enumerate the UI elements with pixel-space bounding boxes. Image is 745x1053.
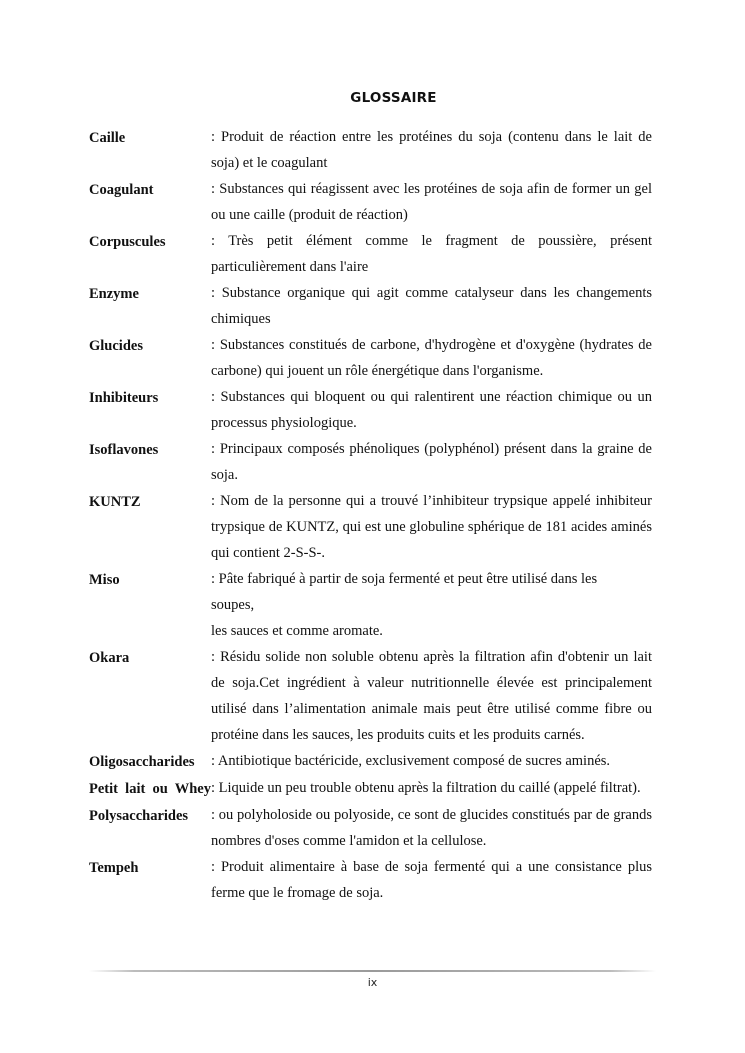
glossary-definition-line: : Pâte fabriqué à partir de soja fermenté et peut être utilisé dans les [211, 571, 598, 587]
glossary-term: KUNTZ [89, 494, 141, 510]
glossary-entry-kuntz [89, 488, 652, 566]
glossary-entry-oligosaccharides [89, 748, 652, 775]
glossary-entry-petit-lait [89, 775, 652, 802]
glossary-entry-tempeh [89, 854, 652, 906]
glossary-entry-enzyme [89, 280, 652, 332]
glossary-list [89, 124, 652, 906]
glossary-term: Okara [89, 650, 130, 666]
glossary-definition-line: les sauces et comme aromate. [211, 623, 383, 639]
glossary-entry-miso [89, 566, 652, 644]
glossary-definition-line: soupes, [211, 597, 255, 613]
glossary-term: Inhibiteurs [89, 390, 159, 406]
glossary-definition: : Produit de réaction entre les protéines du soja (contenu dans le lait de soja) et le coagulant [211, 129, 652, 171]
glossary-term: Glucides [89, 338, 143, 354]
glossary-definition: : Liquide un peu trouble obtenu après la filtration du caillé (appelé filtrat). [211, 780, 641, 796]
glossary-entry-okara [89, 644, 652, 748]
page-title: GLOSSAIRE [350, 90, 437, 106]
glossary-entry-corpuscules [89, 228, 652, 280]
glossary-definition [211, 566, 652, 644]
glossary-term: Miso [89, 572, 120, 588]
glossary-entry-inhibiteurs [89, 384, 652, 436]
glossary-term: Petit lait ou Whey [89, 781, 211, 797]
glossary-definition: : Substance organique qui agit comme catalyseur dans les changements chimiques [211, 285, 652, 327]
glossary-definition: : Substances constitués de carbone, d'hydrogène et d'oxygène (hydrates de carbone) qui jouent un rôle énergétique dans l'organisme. [211, 337, 652, 379]
glossary-definition: : Très petit élément comme le fragment de poussière, présent particulièrement dans l'aire [211, 233, 652, 275]
glossary-entry-caille [89, 124, 652, 176]
glossary-term: Tempeh [89, 860, 139, 876]
glossary-definition: : Nom de la personne qui a trouvé l’inhibiteur trypsique appelé inhibiteur trypsique de KUNTZ, qui est une globuline sphérique de 181 acides aminés qui contient 2-S-S-. [211, 493, 652, 561]
glossary-term: Coagulant [89, 182, 154, 198]
glossary-definition: : Substances qui réagissent avec les protéines de soja afin de former un gel ou une caille (produit de réaction) [211, 181, 652, 223]
glossary-definition: : ou polyholoside ou polyoside, ce sont de glucides constitués par de grands nombres d'oses comme l'amidon et la cellulose. [211, 807, 652, 849]
glossary-entry-glucides [89, 332, 652, 384]
glossary-term: Enzyme [89, 286, 139, 302]
glossary-definition: : Substances qui bloquent ou qui ralentirent une réaction chimique ou un processus physiologique. [211, 389, 652, 431]
glossary-definition: : Résidu solide non soluble obtenu après la filtration afin d'obtenir un lait de soja.Cet ingrédient à valeur nutritionnelle élevée est principalement utilisé dans l’alimentation animale mais peut être utilisé comme fibre ou protéine dans les sauces, les produits cuits et les produits carnés. [211, 649, 652, 743]
glossary-definition: : Principaux composés phénoliques (polyphénol) présent dans la graine de soja. [211, 441, 652, 483]
glossary-definition: : Antibiotique bactéricide, exclusivement composé de sucres aminés. [211, 753, 611, 769]
glossary-entry-isoflavones [89, 436, 652, 488]
footer-divider [89, 970, 656, 972]
glossary-entry-polysaccharides [89, 802, 652, 854]
glossary-definition: : Produit alimentaire à base de soja fermenté qui a une consistance plus ferme que le fromage de soja. [211, 859, 652, 901]
glossary-term: Corpuscules [89, 234, 166, 250]
glossary-term: Isoflavones [89, 442, 159, 458]
glossary-entry-coagulant [89, 176, 652, 228]
glossary-term: Oligosaccharides [89, 754, 195, 770]
page-number: ix [367, 976, 378, 989]
glossary-term: Polysaccharides [89, 808, 189, 824]
glossary-term: Caille [89, 130, 126, 146]
